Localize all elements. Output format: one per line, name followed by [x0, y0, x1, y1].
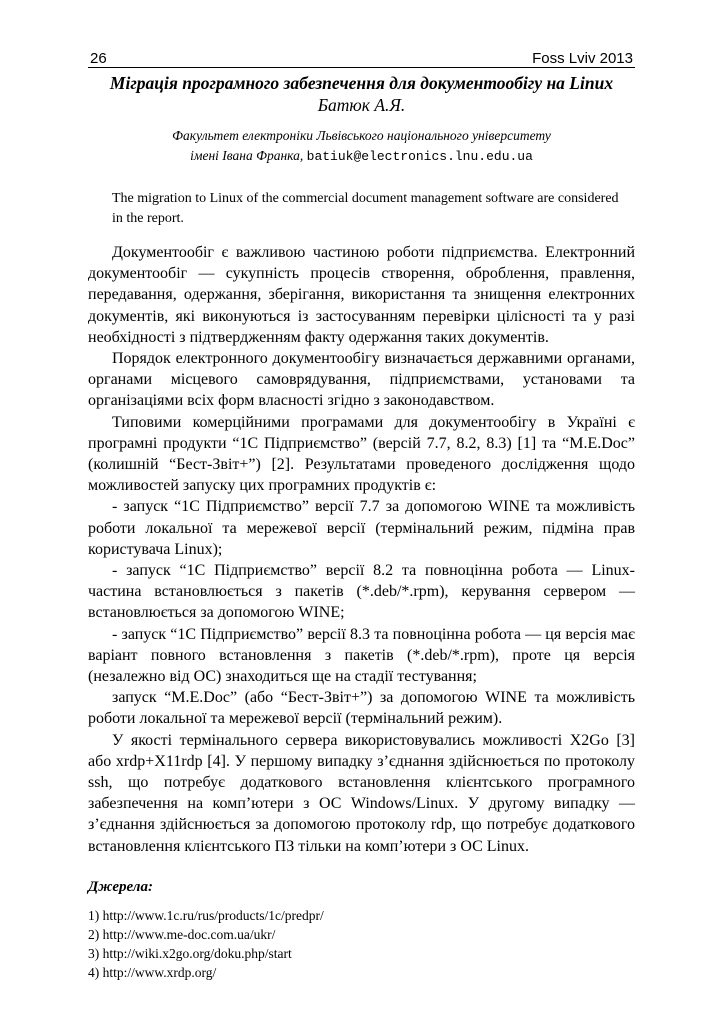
conference-name: Foss Lviv 2013 [532, 50, 633, 67]
affiliation-line-2 [88, 146, 635, 167]
body-paragraph: Типовими комерційними програмами для документообігу в Україні є програмні продукти “1С Підприємство” (версій 7.7, 8.2, 8.3) [1] та “M.E.Doc” (колишній “Бест-Звіт+”) [2]. Результатами проведеного дослідження щодо можливостей запуску цих програмних продуктів є: [88, 413, 635, 495]
paper-body [88, 242, 635, 857]
abstract: The migration to Linux of the commercial document management software are considered in the report. [112, 191, 619, 226]
running-header [88, 50, 635, 68]
list-item: запуск “M.E.Doc” (або “Бест-Звіт+”) за допомогою WINE та можливість роботи локальної та мережевої версії (термінальний режим). [88, 689, 635, 728]
body-paragraph: Документообіг є важливою частиною роботи підприємства. Електронний документообіг — сукупність процесів створення, оброблення, правлення, передавання, одержання, зберігання, використання та знищення електронних документів, які виконуються із застосуванням перевірки цілісності та у разі необхідності з підтвердженням факту одержання таких документів. [88, 244, 635, 346]
list-item: - запуск “1С Підприємство” версії 8.3 та повноцінна робота — ця версія має варіант повного встановлення з пакетів (*.deb/*.rpm), проте ця версія (незалежно від ОС) знаходиться ще на стадії тестування; [88, 625, 635, 686]
affiliation [88, 126, 635, 167]
affiliation-line-1: Факультет електроніки Львівського національного університету [172, 128, 551, 143]
list-item: - запуск “1С Підприємство” версії 7.7 за допомогою WINE та можливість роботи локальної та мережевої версії (термінальний режим, підміна прав користувача Linux); [88, 498, 635, 558]
body-paragraph: У якості термінального сервера використовувались можливості X2Go [3] або xrdp+X11rdp [4]. У першому випадку з’єднання здійснюється по протоколу ssh, що потребує додаткового встановлення клієнтського програмного забезпечення на комп’ютери з ОС Windows/Linux. У другому випадку — з’єднання здійснюється за допомогою протоколу rdp, що потребує додаткового встановлення клієнтського ПЗ тільки на комп’ютери з ОС Linux. [88, 731, 635, 855]
reference-item: 2) http://www.me-doc.com.ua/ukr/ [88, 926, 276, 942]
reference-item: 3) http://wiki.x2go.org/doku.php/start [88, 945, 292, 961]
page-number: 26 [90, 50, 107, 67]
paper-title: Міграція програмного забезпечення для документообігу на Linux [109, 73, 614, 93]
references-list [88, 906, 635, 982]
author-email: batiuk@electronics.lnu.edu.ua [306, 149, 533, 164]
paper-author: Батюк А.Я. [317, 95, 406, 115]
list-item: - запуск “1С Підприємство” версії 8.2 та повноцінна робота — Linux-частина встановлюється з пакетів (*.deb/*.rpm), керування сервером — встановлюється за допомогою WINE; [88, 562, 635, 622]
body-paragraph: Порядок електронного документообігу визначається державними органами, органами місцевого самоврядування, підприємствами, установами та організаціями всіх форм власності згідно з законодавством. [88, 350, 635, 410]
affiliation-university: імені Івана Франка, [190, 148, 304, 163]
reference-item: 4) http://www.xrdp.org/ [88, 964, 217, 980]
reference-item: 1) http://www.1c.ru/rus/products/1c/predpr/ [88, 907, 324, 923]
references-heading: Джерела: [88, 878, 153, 895]
